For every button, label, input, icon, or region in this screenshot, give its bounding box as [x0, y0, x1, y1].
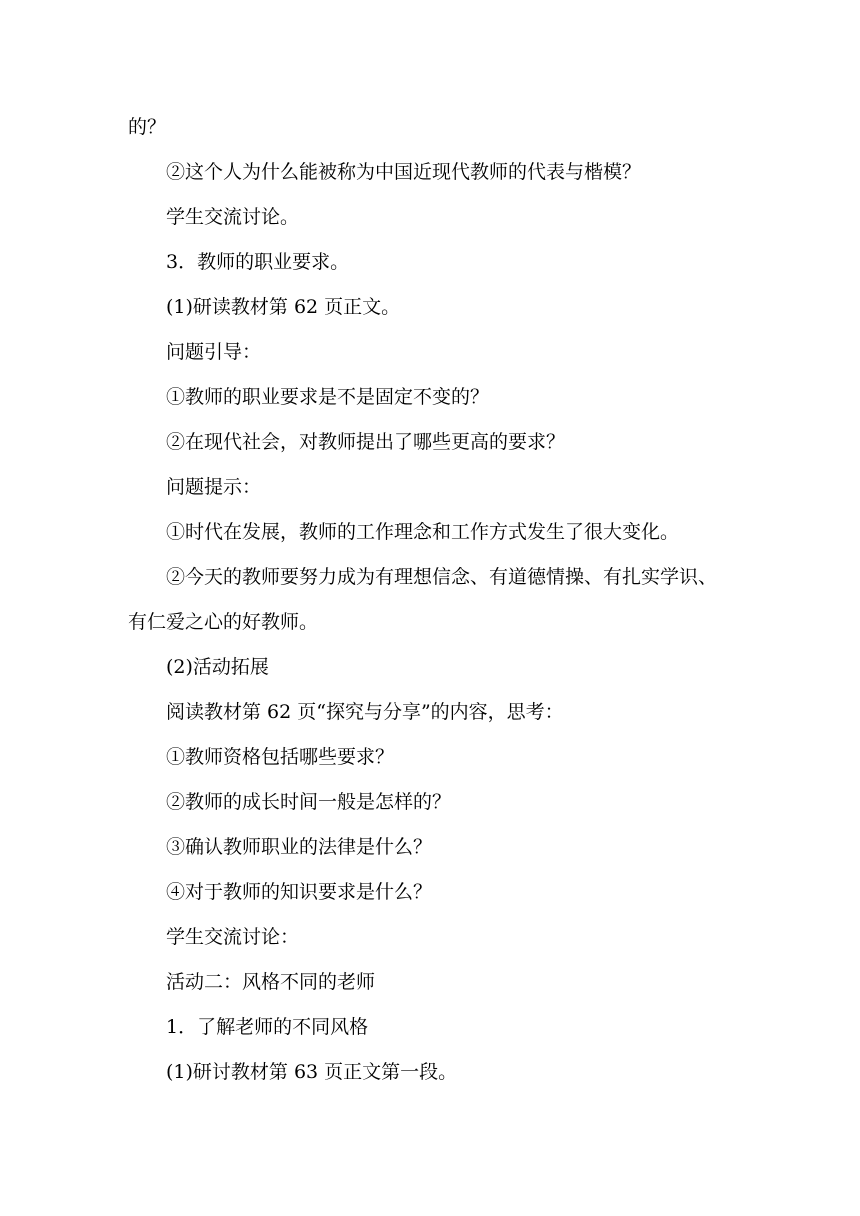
text-line: 学生交流讨论： — [166, 926, 300, 948]
text-line: ②在现代社会，对教师提出了哪些更高的要求？ — [166, 431, 566, 453]
text-line: 问题引导： — [166, 341, 262, 363]
text-line: 阅读教材第 62 页“探究与分享”的内容，思考： — [166, 701, 564, 723]
text-line: ①教师的职业要求是不是固定不变的？ — [166, 386, 490, 408]
section-heading: 1．了解老师的不同风格 — [166, 1016, 369, 1038]
text-line: ①时代在发展，教师的工作理念和工作方式发生了很大变化。 — [166, 521, 680, 543]
text-line: (2)活动拓展 — [166, 656, 269, 678]
text-line: ④对于教师的知识要求是什么？ — [166, 881, 433, 903]
text-line: 学生交流讨论。 — [166, 206, 300, 228]
text-line: ②教师的成长时间一般是怎样的？ — [166, 791, 452, 813]
text-line: ②今天的教师要努力成为有理想信念、有道德情操、有扎实学识、 — [166, 566, 718, 588]
text-line: ①教师资格包括哪些要求？ — [166, 746, 395, 768]
text-line: 有仁爱之心的好教师。 — [128, 611, 319, 633]
text-line: (1)研读教材第 62 页正文。 — [166, 296, 401, 318]
text-line: 的？ — [128, 116, 167, 138]
text-line: (1)研讨教材第 63 页正文第一段。 — [166, 1061, 458, 1083]
text-line: ③确认教师职业的法律是什么？ — [166, 836, 433, 858]
section-heading: 活动二：风格不同的老师 — [166, 971, 376, 993]
text-line: ②这个人为什么能被称为中国近现代教师的代表与楷模？ — [166, 161, 642, 183]
text-line: 问题提示： — [166, 476, 262, 498]
section-heading: 3．教师的职业要求。 — [166, 251, 350, 273]
